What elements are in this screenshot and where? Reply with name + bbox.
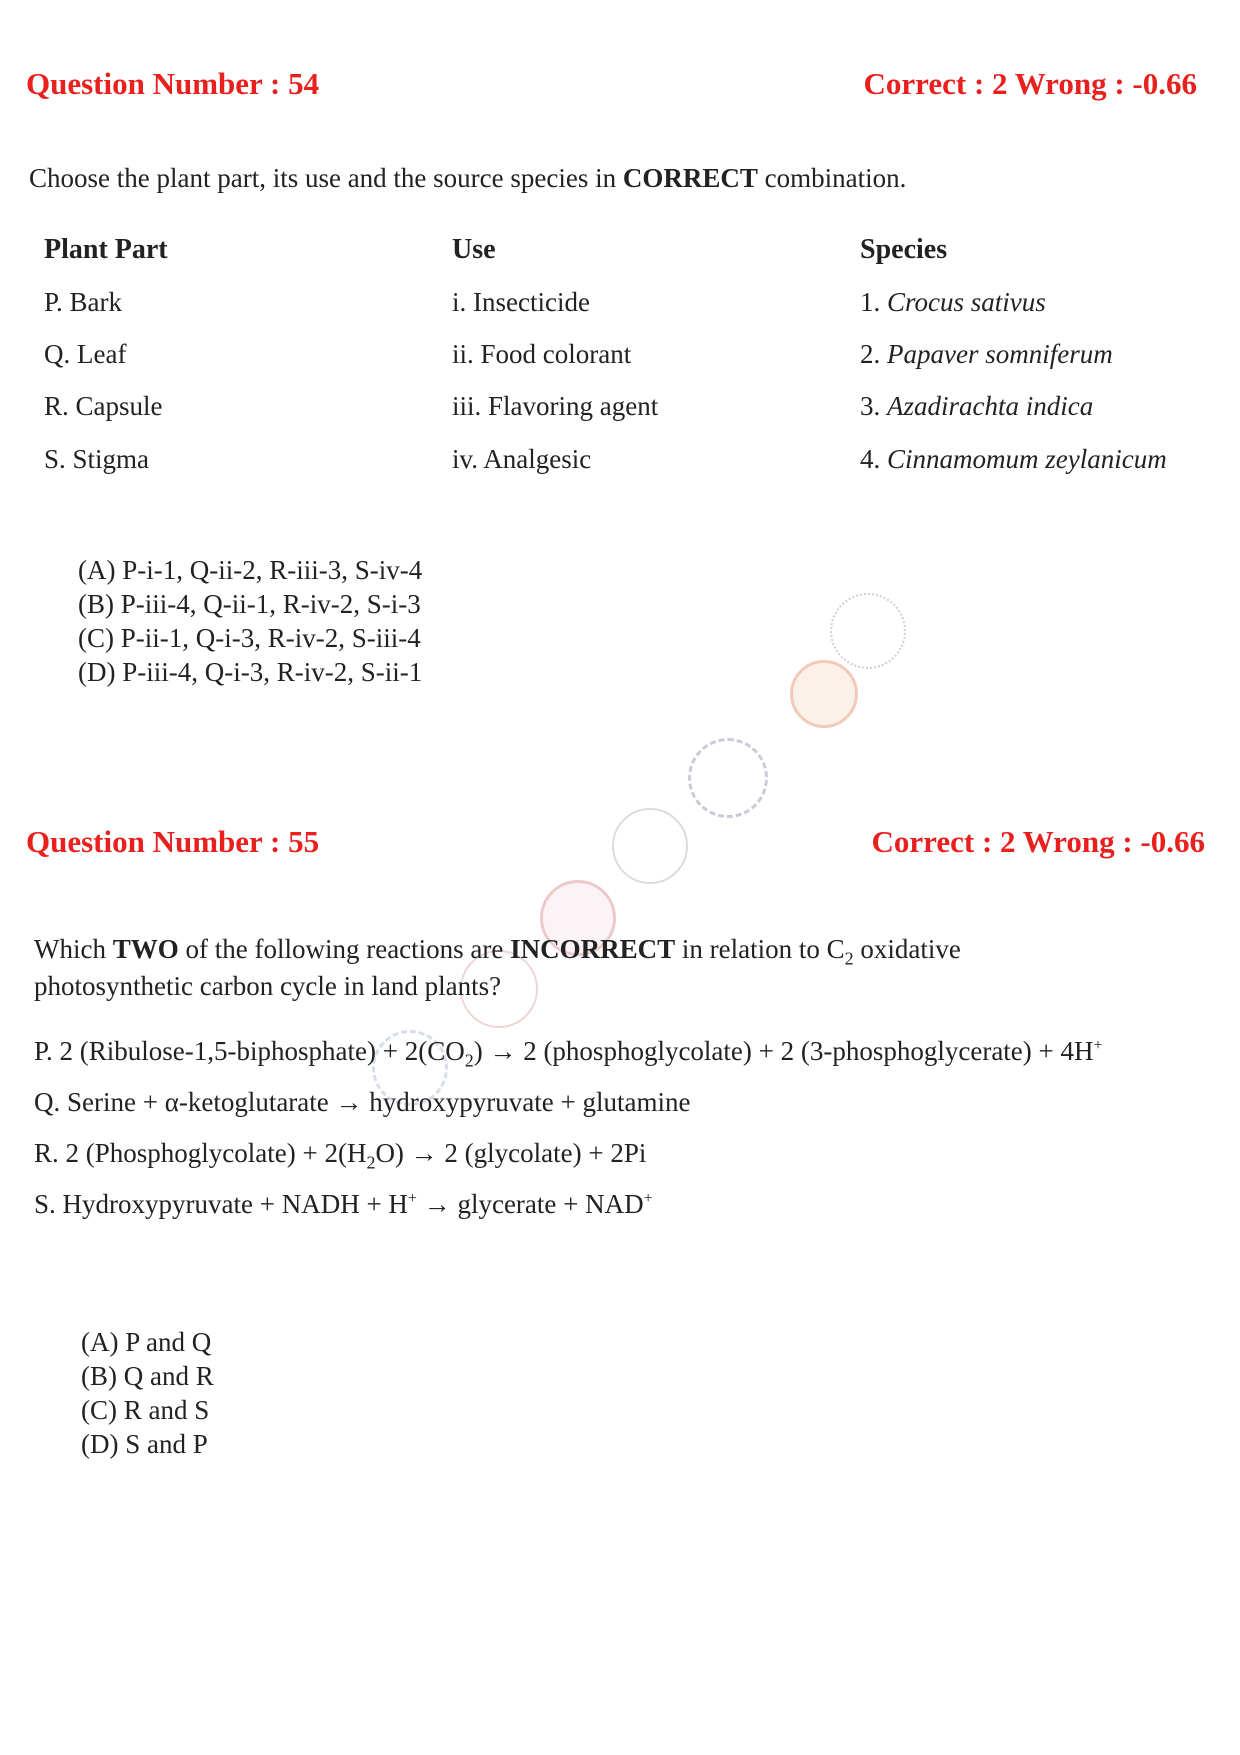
answer-options: [81, 1325, 214, 1461]
question-stem: Which TWO of the following reactions are INCORRECT in relation to $C_2$ oxidative photosynthetic carbon cycle in land plants?: [34, 934, 961, 1001]
header-plant-part: Plant Part: [44, 234, 168, 265]
watermark-seal-3: [688, 738, 768, 818]
option-a[interactable]: (A) P and Q: [81, 1327, 212, 1357]
plant-part-r: R. Capsule: [44, 391, 163, 421]
reaction-s: S. Hydroxypyruvate + NADH + H+ → glycerate + NAD+: [34, 1189, 653, 1219]
answer-options: [78, 553, 422, 689]
option-a[interactable]: (A) P-i-1, Q-ii-2, R-iii-3, S-iv-4: [78, 555, 423, 585]
option-c[interactable]: (C) R and S: [81, 1395, 210, 1425]
reaction-p: P. 2 (Ribulose-1,5-biphosphate) + $2(CO_2) \to 2$ (phosphoglycolate) + 2 (3-phosphoglycerate) + 4H+: [34, 1036, 1103, 1071]
marks-info: Correct : 2 Wrong : -0.66: [863, 66, 1197, 101]
marks-info: Correct : 2 Wrong : -0.66: [871, 824, 1205, 859]
option-c[interactable]: (C) P-ii-1, Q-i-3, R-iv-2, S-iii-4: [78, 623, 421, 653]
option-d[interactable]: (D) S and P: [81, 1429, 208, 1459]
plant-part-p: P. Bark: [44, 287, 123, 317]
watermark-seal-4: [612, 808, 688, 884]
plant-part-s: S. Stigma: [44, 444, 150, 474]
species-2: 2. Papaver somniferum: [860, 339, 1113, 369]
plant-part-q: Q. Leaf: [44, 339, 127, 369]
header-species: Species: [860, 234, 948, 265]
watermark-seal-1: [830, 593, 906, 669]
species-4: 4. Cinnamomum zeylanicum: [860, 444, 1167, 474]
option-b[interactable]: (B) Q and R: [81, 1361, 214, 1391]
question-stem: Choose the plant part, its use and the source species in CORRECT combination.: [29, 163, 907, 193]
reaction-r: R. 2 (Phosphoglycolate) + $2(H_2O) \to 2$ (glycolate) + 2Pi: [34, 1138, 647, 1173]
question-number: Question Number : 54: [26, 66, 320, 101]
use-i: i. Insecticide: [452, 287, 590, 317]
use-ii: ii. Food colorant: [452, 339, 632, 369]
use-iv: iv. Analgesic: [452, 444, 592, 474]
species-3: 3. Azadirachta indica: [860, 391, 1094, 421]
question-number: Question Number : 55: [26, 824, 320, 859]
option-b[interactable]: (B) P-iii-4, Q-ii-1, R-iv-2, S-i-3: [78, 589, 421, 619]
header-use: Use: [452, 234, 496, 265]
watermark-seal-2: [790, 660, 858, 728]
option-d[interactable]: (D) P-iii-4, Q-i-3, R-iv-2, S-ii-1: [78, 657, 423, 687]
use-iii: iii. Flavoring agent: [452, 391, 659, 421]
species-1: 1. Crocus sativus: [860, 287, 1046, 317]
reaction-q: Q. Serine + α-ketoglutarate → hydroxypyruvate + glutamine: [34, 1087, 691, 1117]
